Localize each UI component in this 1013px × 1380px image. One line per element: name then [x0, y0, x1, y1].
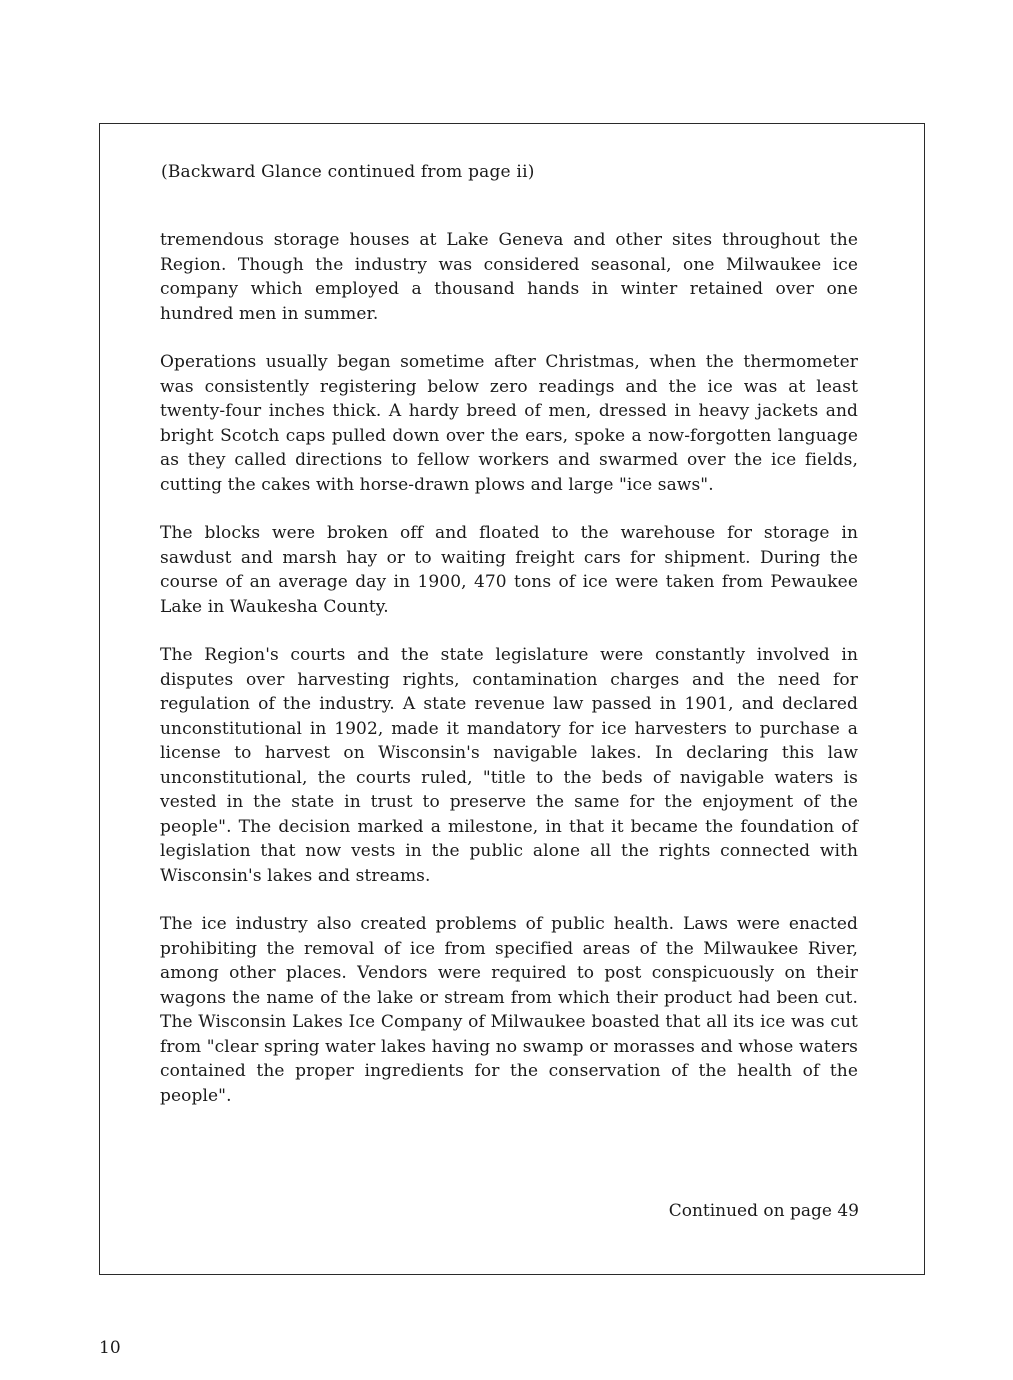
paragraph-storage-houses: tremendous storage houses at Lake Geneva and other sites throughout the Region. Though the industry was considered seasonal, one Milwaukee ice company which employed a thousand hands in winter retained over one hundred men in summer. [160, 230, 858, 324]
paragraph-courts: The Region's courts and the state legislature were constantly involved in disputes over harvesting rights, contamination charges and the need for regulation of the industry. A state revenue law passed in 1901, and declared unconstitutional in 1902, made it mandatory for ice harvesters to purchase a license to harvest on Wisconsin's navigable lakes. In declaring this law unconstitutional, the courts ruled, "title to the beds of navigable waters is vested in the state in trust to preserve the same for the enjoyment of the people". The decision marked a milestone, in that it became the foundation of legislation that now vests in the public alone all the rights connected with Wisconsin's lakes and streams. [160, 645, 858, 886]
continued-on-note: Continued on page 49 [668, 1201, 859, 1221]
page-number: 10 [99, 1338, 121, 1358]
article-body [160, 228, 858, 1132]
paragraph-blocks: The blocks were broken off and floated to the warehouse for storage in sawdust and marsh hay or to waiting freight cars for shipment. During the course of an average day in 1900, 470 tons of ice were taken from Pewaukee Lake in Waukesha County. [160, 523, 858, 617]
paragraph-public-health: The ice industry also created problems of public health. Laws were enacted prohibiting the removal of ice from specified areas of the Milwaukee River, among other places. Vendors were required to post conspicuously on their wagons the name of the lake or stream from which their product had been cut. The Wisconsin Lakes Ice Company of Milwaukee boasted that all its ice was cut from "clear spring water lakes having no swamp or morasses and whose waters contained the proper ingredients for the conservation of the health of the people". [160, 914, 858, 1106]
paragraph-operations: Operations usually began sometime after Christmas, when the thermometer was consistently registering below zero readings and the ice was at least twenty-four inches thick. A hardy breed of men, dressed in heavy jackets and bright Scotch caps pulled down over the ears, spoke a now-forgotten language as they called directions to fellow workers and swarmed over the ice fields, cutting the cakes with horse-drawn plows and large "ice saws". [160, 352, 858, 495]
continued-from-note: (Backward Glance continued from page ii) [161, 162, 535, 182]
